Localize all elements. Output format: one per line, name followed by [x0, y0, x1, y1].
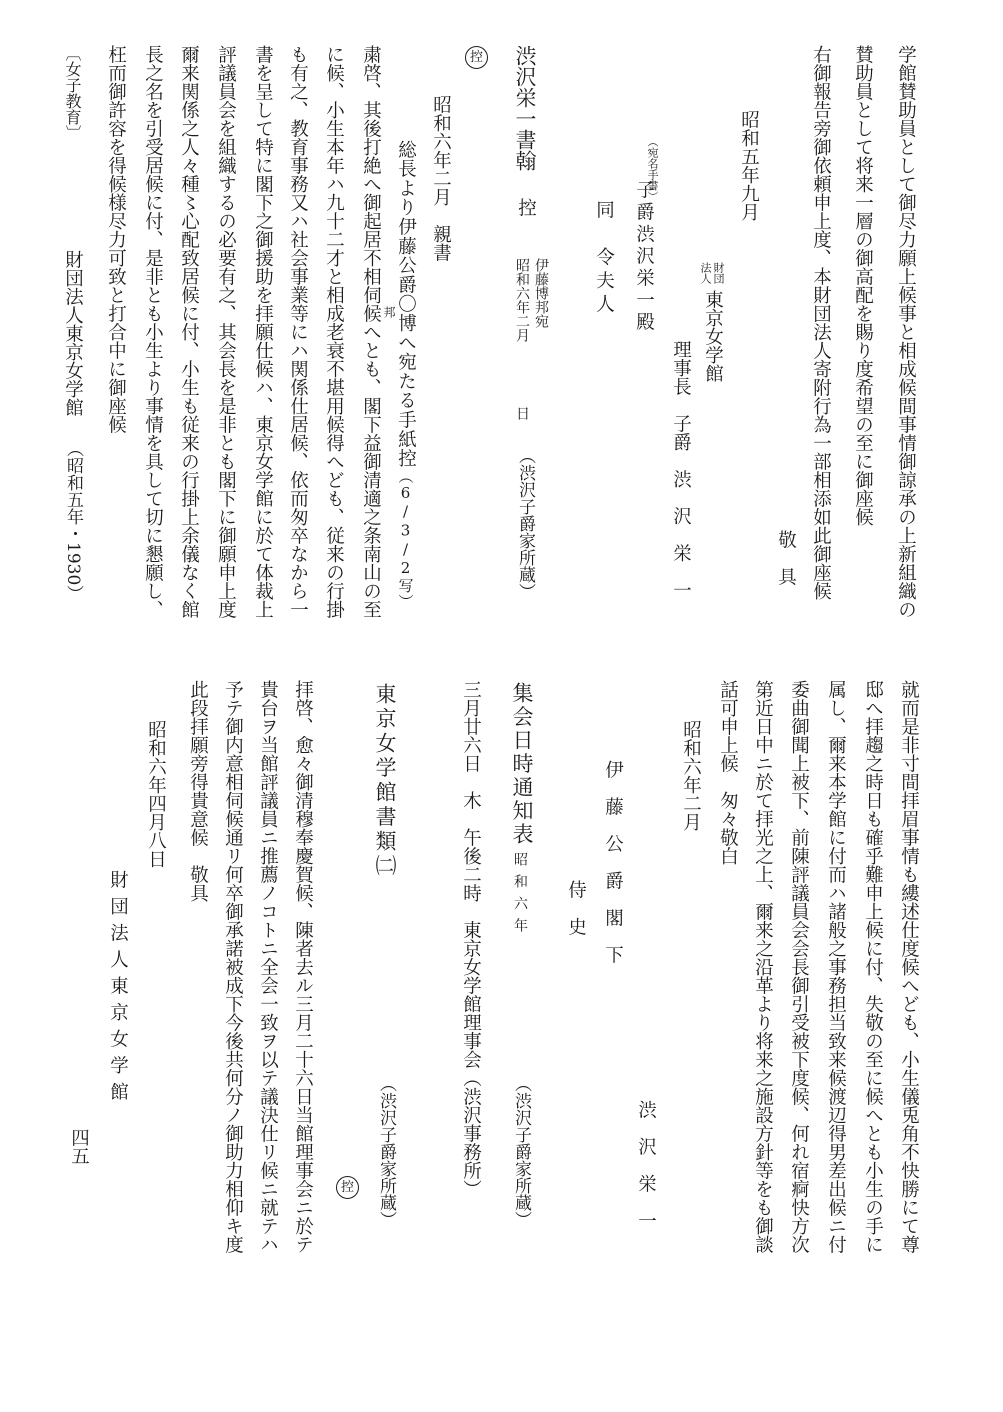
- documents-line-3: 予テ御内意相伺候通リ何卒御承諾被成下今後共何分ノ御助力相仰キ度: [222, 680, 244, 1254]
- documents-circle-mark: 控: [336, 1176, 359, 1199]
- letter2-line-6: 爾来関係之人々種〻心配致居候に付、小生も従来の行掛上余儀なく館: [178, 45, 200, 619]
- letter1-sender-org: 東京女学館: [702, 290, 724, 383]
- letter2-line-3: も有之、教育事務又ハ社会事業等にハ関係仕居候、依而匆卒なから一: [287, 45, 309, 619]
- documents-date: 昭和六年四月八日: [145, 720, 167, 868]
- letter1-org-prefix-a: 財団: [712, 262, 725, 284]
- letter2-line-4: 書を呈して特に閣下之御援助を拝願仕候ハ、東京女学館に於て体裁上: [252, 45, 274, 619]
- letter1-recipient-2: 同 令夫人: [593, 200, 615, 318]
- letter2-cont-date: 昭和六年二月: [680, 720, 702, 831]
- letter2-heading-note-to: 伊藤博邦宛: [533, 258, 549, 328]
- notice-heading-year: 昭和六年: [512, 852, 528, 940]
- letter2-cont-line-2: 邸へ拝趨之時日も確乎難申上候に付、失敬の至に候へとも小生の手に: [862, 680, 884, 1254]
- notice-entry: 三月廿六日 木 午後二時 東京女学館理事会（渋沢事務所）: [460, 680, 482, 1198]
- documents-line-4: 此段拝願旁得貴意候 敬具: [187, 680, 209, 902]
- letter2-line-8: 枉而御許容を得候様尽力可致と打合中に御座候: [105, 45, 127, 434]
- letter1-recipient: 子爵渋沢栄一殿: [633, 180, 655, 334]
- footer-year: （昭和五年・1930）: [63, 440, 83, 603]
- letter2-cont-line-1: 就而是非寸間拝眉事情も縷述仕度候へども、小生儀兎角不快勝にて尊: [898, 680, 920, 1254]
- letter2-cont-line-3: 属し、爾来本学館に付而ハ諸般之事務担当致来候渡辺得男差出候ニ付: [825, 680, 847, 1254]
- letter1-line-1: 学館賛助員として御尽力願上候事と相成候間事情御諒承の上新組織の: [895, 45, 917, 619]
- documents-line-2: 貴台ヲ当館評議員ニ推薦ノコトニ全会一致ヲ以テ議決仕リ候ニ就テハ: [257, 680, 279, 1254]
- letter1-address-note: （宛名手書）: [646, 136, 659, 202]
- letter2-source: （渋沢子爵家所蔵）: [515, 447, 535, 600]
- letter2-cont-addressee: 伊 藤 公 爵 閣 下: [602, 760, 624, 964]
- letter1-sender-name: 理事長 子爵 渋 沢 栄 一: [670, 340, 692, 599]
- footer-org: 財団法人東京女学館: [62, 250, 84, 417]
- documents-source: （渋沢子爵家所蔵）: [376, 1075, 396, 1228]
- letter2-cont-line-6: 話可申上候 匆々敬白: [717, 680, 739, 865]
- footer-category: 〔女子教育〕: [63, 45, 82, 141]
- letter2-cont-signature: 渋 沢 栄 一: [635, 1100, 657, 1230]
- letter2-line-2: に候、小生本年ハ九十二才と相成老衰不堪用候得へども、従来の行掛: [323, 45, 345, 619]
- notice-heading: 集会日時通知表: [510, 682, 534, 847]
- letter2-date-line: 昭和六年二月 親書: [430, 95, 452, 262]
- letter2-cont-honorific: 侍 史: [565, 880, 587, 936]
- letter1-date: 昭和五年九月: [738, 110, 760, 221]
- letter2-line-1: 粛啓、其後打絶へ御起居不相伺候へとも、閣下益御清適之条南山の至: [360, 45, 382, 619]
- documents-sender: 財団法人東京女学館: [107, 870, 129, 1109]
- letter2-line-7: 長之名を引受居候に付、是非とも小生より事情を具して切に懇願し、: [142, 45, 164, 619]
- documents-heading: 東京女学館書類㈡: [373, 683, 397, 879]
- letter2-heading-note-day: 日: [514, 406, 530, 420]
- letter2-line-5: 評議員会を組織するの必要有之、其会長を是非とも閣下に御願申上度: [215, 45, 237, 619]
- letter1-line-2: 賛助員として将来一層の御高配を賜り度希望の至に御座候: [852, 45, 874, 526]
- letter2-cont-line-4: 委曲御聞上被下、前陳評議員会会長御引受被下度候、何れ宿痾快方次: [788, 680, 810, 1254]
- letter2-memo-date: （6/3/2写）: [396, 468, 415, 610]
- letter2-heading: 渋沢栄一書翰: [513, 45, 537, 171]
- letter2-memo-text: 総長より伊藤公爵〇博へ宛たる手紙控: [395, 140, 417, 469]
- documents-line-1: 拝啓、愈々御清穆奉慶賀候、陳者去ル三月二十六日当館理事会ニ於テ: [292, 680, 314, 1254]
- letter1-org-prefix-b: 法人: [699, 262, 712, 284]
- letter2-memo-insert: 邦: [382, 306, 396, 318]
- letter2-memo: [396, 140, 415, 610]
- copy-circle-mark: 控: [465, 46, 488, 69]
- notice-source: （渋沢子爵家所蔵）: [511, 1075, 531, 1228]
- letter2-heading-mark: 控: [515, 198, 537, 217]
- letter1-closing: 敬 具: [775, 530, 797, 586]
- letter1-line-3: 右御報告旁御依頼申上度、本財団法人寄附行為一部相添如此御座候: [810, 45, 832, 600]
- letter2-heading-note-date: 昭和六年二月: [514, 258, 530, 342]
- letter2-cont-line-5: 第近日中ニ於て拝光之上、爾来之沿革より将来之施設方針等をも御談: [752, 680, 774, 1254]
- page-number: 四五: [68, 1128, 90, 1165]
